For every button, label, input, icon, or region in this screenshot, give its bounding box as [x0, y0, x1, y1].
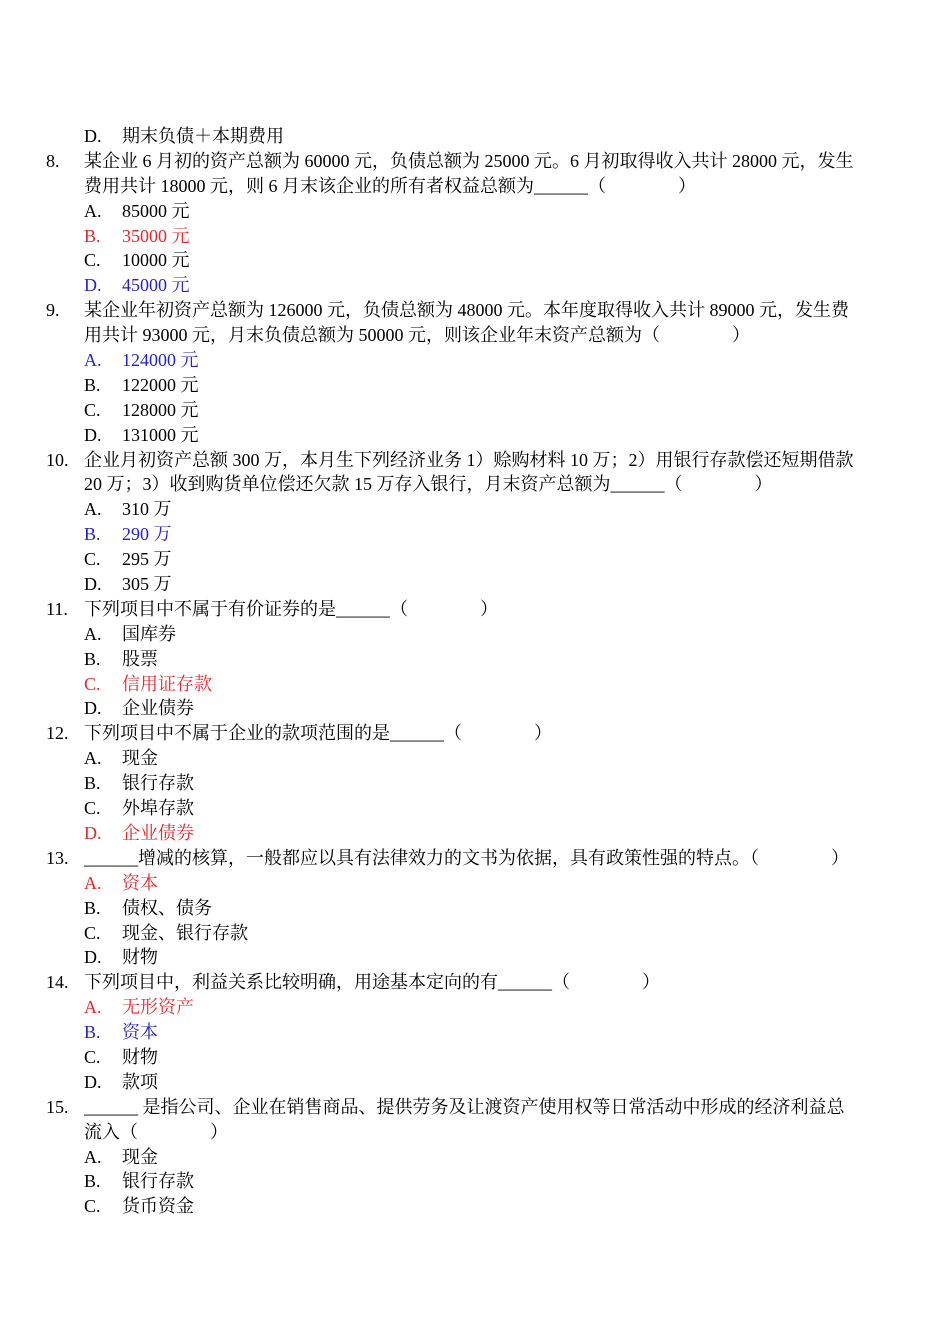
- option-text: 122000 元: [122, 374, 199, 395]
- option-letter: D.: [84, 424, 102, 445]
- option-letter: A.: [84, 872, 102, 893]
- option-letter: A.: [84, 748, 102, 769]
- option-text: 财物: [122, 1046, 158, 1067]
- question-line: [0, 149, 950, 174]
- option-text: 310 万: [122, 499, 172, 520]
- option-letter: D.: [84, 947, 102, 968]
- option-letter: B.: [84, 225, 101, 246]
- option-text: 现金: [122, 1146, 158, 1167]
- answer-option: [0, 224, 950, 249]
- answer-option: [0, 647, 950, 672]
- question-number: 9.: [46, 300, 60, 321]
- option-text: 45000 元: [122, 275, 190, 296]
- question-number: 14.: [46, 972, 69, 993]
- option-text: 期末负债＋本期费用: [122, 126, 284, 146]
- question-line: [0, 721, 950, 746]
- answer-option: [0, 921, 950, 946]
- question-continuation: [0, 1120, 950, 1145]
- option-text: 现金: [122, 748, 158, 769]
- answer-option: [0, 796, 950, 821]
- option-letter: B.: [84, 648, 101, 669]
- option-letter: B.: [84, 1171, 101, 1192]
- question-text: ______ 是指公司、企业在销售商品、提供劳务及让渡资产使用权等日常活动中形成的经济利益总: [84, 1096, 845, 1117]
- option-text: 财物: [122, 947, 158, 968]
- option-letter: D.: [84, 574, 102, 595]
- answer-option: [0, 771, 950, 796]
- option-text: 85000 元: [122, 200, 190, 221]
- answer-option: [0, 124, 950, 149]
- question-number: 8.: [46, 150, 60, 171]
- answer-option: [0, 273, 950, 298]
- answer-option: [0, 572, 950, 597]
- option-letter: A.: [84, 1146, 102, 1167]
- option-text: 295 万: [122, 549, 172, 570]
- option-letter: D.: [84, 1071, 102, 1092]
- answer-option: [0, 497, 950, 522]
- question-text: 某企业年初资产总额为 126000 元，负债总额为 48000 元。本年度取得收入共计 89000 元，发生费: [84, 300, 849, 321]
- question-line: [0, 846, 950, 871]
- option-text: 290 万: [122, 524, 172, 545]
- answer-option: [0, 398, 950, 423]
- option-letter: C.: [84, 549, 101, 570]
- answer-option: [0, 1020, 950, 1045]
- option-text: 资本: [122, 872, 158, 893]
- question-number: 11.: [46, 598, 68, 619]
- question-text-continued: 费用共计 18000 元，则 6 月末该企业的所有者权益总额为______（ ）: [84, 175, 696, 196]
- answer-option: [0, 199, 950, 224]
- option-text: 银行存款: [122, 773, 194, 794]
- question-line: [0, 1095, 950, 1120]
- option-text: 信用证存款: [122, 673, 212, 694]
- option-text: 128000 元: [122, 399, 199, 420]
- answer-option: [0, 995, 950, 1020]
- option-text: 外埠存款: [122, 798, 194, 819]
- option-text: 资本: [122, 1022, 158, 1043]
- option-text: 131000 元: [122, 424, 199, 445]
- option-text: 国库券: [122, 623, 176, 644]
- option-letter: C.: [84, 399, 101, 420]
- answer-option: [0, 821, 950, 846]
- answer-option: [0, 746, 950, 771]
- answer-option: [0, 896, 950, 921]
- question-text-continued: 20 万；3）收到购货单位偿还欠款 15 万存入银行，月末资产总额为______（ ）: [84, 474, 773, 495]
- answer-option: [0, 1169, 950, 1194]
- option-text: 无形资产: [122, 997, 194, 1018]
- option-letter: B.: [84, 897, 101, 918]
- question-text: ______增减的核算，一般都应以具有法律效力的文书为依据，具有政策性强的特点。（ ）: [84, 847, 849, 868]
- answer-option: [0, 248, 950, 273]
- question-number: 15.: [46, 1096, 69, 1117]
- option-letter: D.: [84, 275, 102, 296]
- document-page: [0, 124, 950, 1219]
- question-continuation: [0, 323, 950, 348]
- option-text: 现金、银行存款: [122, 922, 248, 943]
- option-letter: A.: [84, 200, 102, 221]
- answer-option: [0, 672, 950, 697]
- option-text: 35000 元: [122, 225, 190, 246]
- option-text: 124000 元: [122, 350, 199, 371]
- answer-option: [0, 696, 950, 721]
- question-text-continued: 用共计 93000 元，月末负债总额为 50000 元，则该企业年末资产总额为（ ）: [84, 325, 750, 346]
- option-letter: C.: [84, 798, 101, 819]
- option-text: 货币资金: [122, 1196, 194, 1217]
- answer-option: [0, 423, 950, 448]
- option-text: 债权、债务: [122, 897, 212, 918]
- answer-option: [0, 547, 950, 572]
- option-letter: B.: [84, 524, 101, 545]
- option-letter: C.: [84, 1196, 101, 1217]
- option-text: 股票: [122, 648, 158, 669]
- option-letter: B.: [84, 1022, 101, 1043]
- option-letter: A.: [84, 623, 102, 644]
- question-number: 13.: [46, 847, 69, 868]
- option-letter: C.: [84, 1046, 101, 1067]
- option-letter: D.: [84, 126, 102, 146]
- question-number: 12.: [46, 723, 69, 744]
- question-text: 下列项目中不属于有价证券的是______（ ）: [84, 598, 498, 619]
- answer-option: [0, 348, 950, 373]
- option-text: 305 万: [122, 574, 172, 595]
- question-continuation: [0, 472, 950, 497]
- option-letter: C.: [84, 922, 101, 943]
- answer-option: [0, 522, 950, 547]
- question-line: [0, 448, 950, 473]
- option-letter: D.: [84, 698, 102, 719]
- question-text-continued: 流入（ ）: [84, 1121, 228, 1142]
- question-text: 企业月初资产总额 300 万，本月生下列经济业务 1）赊购材料 10 万；2）用银行存款偿还短期借款: [84, 449, 854, 470]
- question-line: [0, 970, 950, 995]
- answer-option: [0, 945, 950, 970]
- question-line: [0, 298, 950, 323]
- answer-option: [0, 1045, 950, 1070]
- option-text: 企业债券: [122, 822, 194, 843]
- option-letter: A.: [84, 997, 102, 1018]
- option-letter: D.: [84, 822, 102, 843]
- option-letter: C.: [84, 250, 101, 271]
- question-text: 某企业 6 月初的资产总额为 60000 元，负债总额为 25000 元。6 月初取得收入共计 28000 元，发生: [84, 150, 854, 171]
- question-number: 10.: [46, 449, 69, 470]
- answer-option: [0, 1070, 950, 1095]
- option-letter: A.: [84, 350, 102, 371]
- question-text: 下列项目中，利益关系比较明确，用途基本定向的有______（ ）: [84, 972, 660, 993]
- answer-option: [0, 373, 950, 398]
- option-text: 10000 元: [122, 250, 190, 271]
- option-text: 银行存款: [122, 1171, 194, 1192]
- answer-option: [0, 1194, 950, 1219]
- option-text: 款项: [122, 1071, 158, 1092]
- option-letter: B.: [84, 773, 101, 794]
- question-line: [0, 597, 950, 622]
- option-letter: B.: [84, 374, 101, 395]
- option-letter: C.: [84, 673, 101, 694]
- answer-option: [0, 622, 950, 647]
- answer-option: [0, 1145, 950, 1170]
- question-continuation: [0, 174, 950, 199]
- question-text: 下列项目中不属于企业的款项范围的是______（ ）: [84, 723, 552, 744]
- option-letter: A.: [84, 499, 102, 520]
- answer-option: [0, 871, 950, 896]
- option-text: 企业债券: [122, 698, 194, 719]
